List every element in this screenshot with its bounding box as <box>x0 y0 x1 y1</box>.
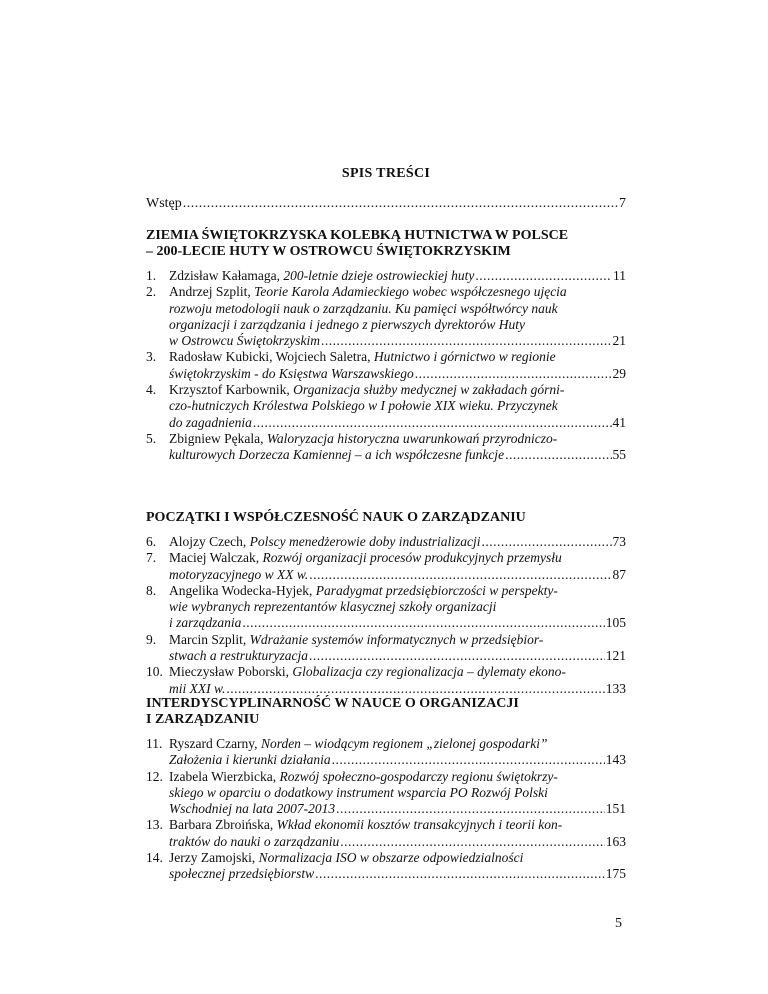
entry-line <box>169 431 626 447</box>
entry-title: Globalizacja czy regionalizacja – dylematy ekono- <box>292 664 566 680</box>
entry-body <box>169 817 626 850</box>
entry-title: społecznej przedsiębiorstw <box>169 866 315 882</box>
entry-text <box>169 534 480 550</box>
entry-text <box>169 664 566 680</box>
entry-text <box>169 349 556 365</box>
entry-author: Radosław Kubicki, Wojciech Saletra, <box>169 349 374 365</box>
section-title-line: I ZARZĄDZANIU <box>146 712 260 727</box>
toc-entry <box>146 534 626 550</box>
entry-line <box>169 550 626 566</box>
entry-title: Normalizacja ISO w obszarze odpowiedzialności <box>258 850 524 866</box>
entry-body <box>169 583 626 632</box>
entry-text <box>169 567 308 583</box>
leader-dots <box>253 415 612 431</box>
entry-author: Ryszard Czarny, <box>169 736 261 751</box>
entry-line <box>169 785 626 801</box>
leader-dots <box>475 268 612 284</box>
entry-body <box>169 632 626 665</box>
entry-number: 8. <box>146 582 157 598</box>
section-title-line: POCZĄTKI I WSPÓŁCZESNOŚĆ NAUK O ZARZĄDZANIU <box>146 510 526 525</box>
entry-text <box>169 382 564 398</box>
entry-author: Andrzej Szplit, <box>169 284 255 300</box>
entry-title: Polscy menedżerowie doby industrializacji <box>249 534 481 549</box>
section-2 <box>146 510 626 697</box>
page-number: 29 <box>612 365 626 381</box>
entry-line <box>169 850 626 866</box>
section-title-line: ZIEMIA ŚWIĘTOKRZYSKA KOLEBKĄ HUTNICTWA W POLSCE <box>146 228 569 243</box>
entry-line <box>169 736 626 752</box>
entry-number: 14. <box>146 850 163 866</box>
entry-author: Barbara Zbroińska, <box>169 817 277 833</box>
entry-line <box>169 583 626 599</box>
entry-line <box>169 382 626 398</box>
entry-author: Zbigniew Pękala, <box>169 430 267 446</box>
intro-label: Wstęp <box>146 196 182 211</box>
section-title <box>146 696 626 728</box>
entry-title: skiego w oparciu o dodatkowy instrument wsparcia PO Rozwój Polski <box>169 784 548 800</box>
entry-number: 13. <box>146 817 163 833</box>
entry-text <box>169 366 414 382</box>
entry-line <box>169 664 626 680</box>
toc-entry <box>146 769 626 818</box>
page-number: 11 <box>613 268 626 283</box>
entry-author: Jerzy Zamojski, <box>169 850 259 866</box>
page-number: 73 <box>612 534 626 549</box>
section-title-line: – 200-LECIE HUTY W OSTROWCU ŚWIĘTOKRZYSKIM <box>146 244 511 259</box>
leader-dots <box>242 615 604 631</box>
entry-title: kulturowych Dorzecza Kamiennej – a ich współczesne funkcje <box>169 447 505 463</box>
entry-title: świętokrzyskim - do Księstwa Warszawskiego <box>169 365 414 381</box>
toc-entry <box>146 268 626 284</box>
entry-title: organizacji i zarządzania i jednego z pierwszych dyrektorów Huty <box>169 316 525 332</box>
leader-dots <box>336 801 605 817</box>
entry-text <box>169 648 308 664</box>
page-number: 105 <box>605 615 626 631</box>
entry-line <box>169 284 626 300</box>
entry-author: Izabela Wierzbicka, <box>169 768 280 784</box>
leader-dots <box>321 333 612 349</box>
toc-title: SPIS TREŚCI <box>341 166 431 181</box>
entry-title: Wschodniej na lata 2007-2013 <box>169 801 336 817</box>
section-title <box>146 510 626 526</box>
entry-body <box>169 382 626 431</box>
entry-number: 12. <box>146 768 163 784</box>
intro-entry <box>146 196 626 212</box>
entry-number: 7. <box>146 550 157 566</box>
entry-line <box>169 415 626 431</box>
entry-text <box>169 801 335 817</box>
entry-title: Teorie Karola Adamieckiego wobec współczesnego ujęcia <box>254 284 567 300</box>
leader-dots <box>309 567 611 583</box>
entry-title: Założenia i kierunki działania <box>169 752 331 768</box>
entry-line <box>169 817 626 833</box>
entry-body <box>169 268 626 284</box>
entry-title: i zarządzania <box>169 615 242 631</box>
entry-text <box>169 632 543 648</box>
entry-line <box>169 866 626 882</box>
entry-text <box>169 398 558 414</box>
entry-body <box>169 850 626 883</box>
entry-line <box>169 648 626 664</box>
entry-title: Organizacja służby medycznej w zakładach górni- <box>293 382 565 398</box>
entry-text <box>169 599 496 615</box>
leader-dots <box>415 366 612 382</box>
entry-text <box>169 317 525 333</box>
entry-author: Mieczysław Poborski, <box>169 664 293 680</box>
toc-entry <box>146 850 626 883</box>
leader-dots <box>315 866 605 882</box>
entry-line <box>169 301 626 317</box>
page-number: 163 <box>605 833 626 849</box>
entry-text <box>169 866 314 882</box>
entry-text <box>169 817 562 833</box>
leader-dots <box>481 534 611 550</box>
entry-title: 200-letnie dzieje ostrowieckiej huty <box>283 268 475 283</box>
entry-body <box>169 769 626 818</box>
page-number: 175 <box>605 866 626 882</box>
entry-title: mii XXI w. <box>169 680 226 696</box>
page-number: 41 <box>612 414 626 430</box>
entry-body <box>169 284 626 349</box>
entry-title: stwach a restrukturyzacja <box>169 648 308 664</box>
entry-line <box>169 366 626 382</box>
entry-text <box>169 333 320 349</box>
entry-text <box>169 447 504 463</box>
entry-author: Zdzisław Kałamaga, <box>169 268 284 283</box>
entry-text <box>169 301 558 317</box>
section-1 <box>146 228 626 464</box>
entry-line <box>169 349 626 365</box>
entry-title: Rozwój społeczno-gospodarczy regionu świętokrzy- <box>279 768 558 784</box>
entry-text <box>169 681 225 697</box>
entry-line <box>169 681 626 697</box>
page-number: 151 <box>605 801 626 817</box>
leader-dots <box>183 196 618 212</box>
page-number: 55 <box>612 447 626 463</box>
toc-entry <box>146 583 626 632</box>
toc-entry <box>146 632 626 665</box>
entry-title: do zagadnienia <box>169 414 252 430</box>
entry-text <box>169 284 567 300</box>
entry-body <box>169 736 626 769</box>
page-number: 21 <box>612 333 626 349</box>
entry-author: Angelika Wodecka-Hyjek, <box>169 582 316 598</box>
page-number: 143 <box>605 752 626 768</box>
entry-line <box>169 268 626 284</box>
page-number: 133 <box>605 680 626 696</box>
entry-text <box>169 431 557 447</box>
entry-line <box>169 398 626 414</box>
entry-author: Maciej Walczak, <box>169 550 263 566</box>
page-number: 87 <box>612 566 626 582</box>
entry-text <box>169 415 252 431</box>
toc-entry <box>146 284 626 349</box>
toc-entry <box>146 382 626 431</box>
leader-dots <box>226 681 604 697</box>
entry-line <box>169 567 626 583</box>
entry-number: 2. <box>146 284 157 300</box>
entry-title: Wdrażanie systemów informatycznych w przedsiębior- <box>249 631 544 647</box>
page-folio: 5 <box>615 916 622 931</box>
entry-line <box>169 534 626 550</box>
entry-author: Alojzy Czech, <box>169 534 250 549</box>
entry-line <box>169 834 626 850</box>
entry-number: 3. <box>146 349 157 365</box>
section-3 <box>146 696 626 883</box>
entry-text <box>169 752 331 768</box>
leader-dots <box>505 447 611 463</box>
entry-title: czo-hutniczych Królestwa Polskiego w I połowie XIX wieku. Przyczynek <box>169 398 558 414</box>
leader-dots <box>309 648 605 664</box>
entry-title: Rozwój organizacji procesów produkcyjnych przemysłu <box>262 550 562 566</box>
section-title <box>146 228 626 260</box>
entry-text <box>169 769 558 785</box>
entry-line <box>169 615 626 631</box>
entry-author: Krzysztof Karbownik, <box>169 382 294 398</box>
page-number: 7 <box>619 196 626 211</box>
entry-body <box>169 349 626 382</box>
entry-text <box>169 736 548 752</box>
entry-title: Paradygmat przedsiębiorczości w perspekty- <box>315 582 558 598</box>
leader-dots <box>340 834 604 850</box>
entry-title: traktów do nauki o zarządzaniu <box>169 833 340 849</box>
entry-text <box>169 550 562 566</box>
toc-entry <box>146 431 626 464</box>
entry-body <box>169 534 626 550</box>
entry-title: wie wybranych reprezentantów klasycznej szkoły organizacji <box>169 599 497 615</box>
entry-number: 10. <box>146 664 163 680</box>
entry-body <box>169 664 626 697</box>
entry-line <box>169 333 626 349</box>
entry-body <box>169 550 626 583</box>
toc-entry <box>146 349 626 382</box>
entry-text <box>169 850 523 866</box>
entry-author: Marcin Szplit, <box>169 631 250 647</box>
entry-title: w Ostrowcu Świętokrzyskim <box>169 333 320 349</box>
entry-title: Norden – wiodącym regionem „zielonej gospodarki” <box>260 736 548 751</box>
entry-text <box>169 615 241 631</box>
entry-line <box>169 632 626 648</box>
entry-text <box>169 583 558 599</box>
entry-body <box>169 431 626 464</box>
toc-entry <box>146 664 626 697</box>
leader-dots <box>332 752 605 768</box>
entry-line <box>169 599 626 615</box>
entry-title: rozwoju metodologii nauk o zarządzaniu. Ku pamięci współtwórcy nauk <box>169 300 558 316</box>
entry-number: 5. <box>146 430 157 446</box>
entry-title: Waloryzacja historyczna uwarunkowań przyrodniczo- <box>266 430 558 446</box>
entry-line <box>169 752 626 768</box>
entry-title: Hutnictwo i górnictwo w regionie <box>373 349 556 365</box>
toc-entry <box>146 550 626 583</box>
entry-line <box>169 317 626 333</box>
toc-entry <box>146 817 626 850</box>
entry-line <box>169 801 626 817</box>
entry-number: 4. <box>146 382 157 398</box>
entry-line <box>169 769 626 785</box>
entry-text <box>169 834 339 850</box>
entry-title: Wkład ekonomii kosztów transakcyjnych i teorii kon- <box>276 817 563 833</box>
entry-line <box>169 447 626 463</box>
entry-number: 11. <box>146 736 163 751</box>
page-number: 121 <box>605 648 626 664</box>
toc-entry <box>146 736 626 769</box>
entry-number: 1. <box>146 268 157 283</box>
entry-number: 6. <box>146 534 157 549</box>
entry-number: 9. <box>146 631 157 647</box>
section-title-line: INTERDYSCYPLINARNOŚĆ W NAUCE O ORGANIZACJI <box>146 696 519 711</box>
entry-text <box>169 785 548 801</box>
entry-text <box>169 268 474 284</box>
entry-title: motoryzacyjnego w XX w. <box>169 566 309 582</box>
